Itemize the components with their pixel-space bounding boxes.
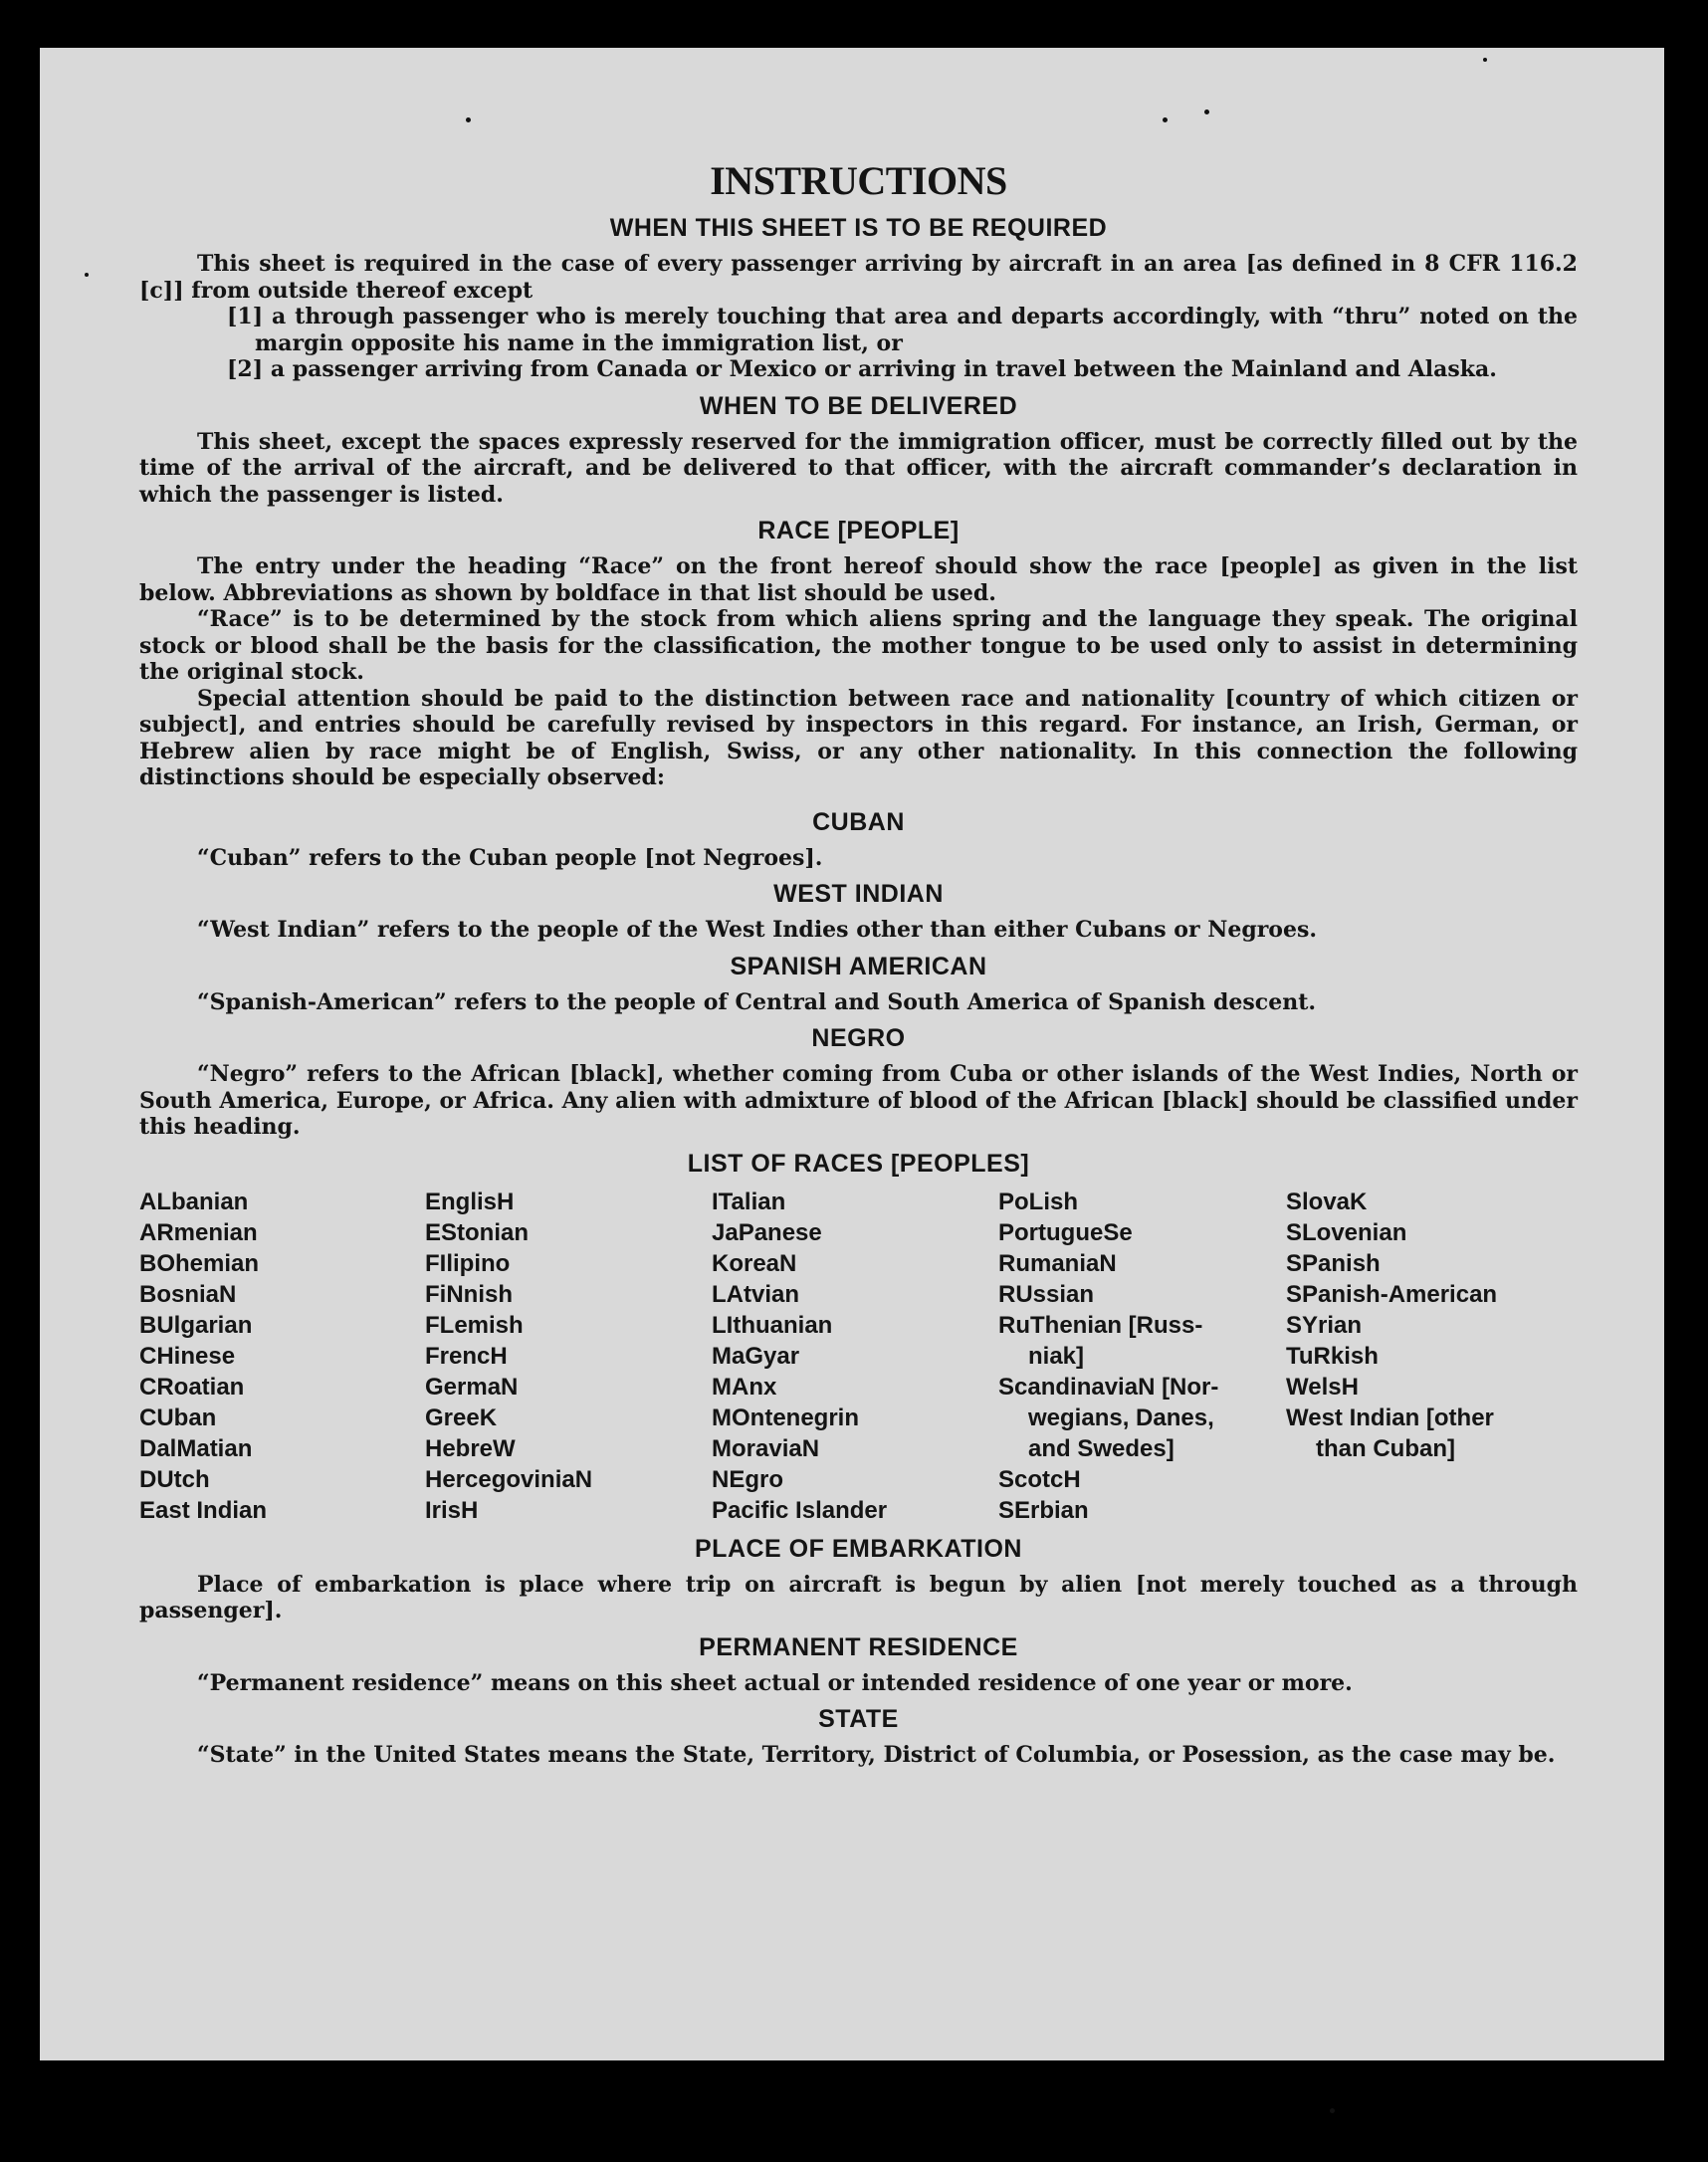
races-column-1 xyxy=(139,1187,425,1526)
race-item: FIlipino xyxy=(425,1249,511,1277)
race-item: SPanish-American xyxy=(1286,1280,1498,1308)
when-required-item-2 xyxy=(139,356,1578,383)
race-item: ScandinaviaN [Nor- xyxy=(998,1373,1219,1401)
races-list xyxy=(139,1187,1578,1526)
scan-speck xyxy=(85,273,89,277)
race-item: ARmenian xyxy=(139,1218,258,1246)
heading-embarkation: PLACE OF EMBARKATION xyxy=(695,1534,1022,1563)
race-item: GermaN xyxy=(425,1373,519,1401)
race-item: MAnx xyxy=(712,1373,777,1401)
heading-cuban: CUBAN xyxy=(812,807,905,836)
race-item-continued: and Swedes] xyxy=(1028,1434,1174,1462)
races-column-5 xyxy=(1286,1187,1575,1526)
race-item-continued: wegians, Danes, xyxy=(1028,1404,1214,1431)
race-item: DalMatian xyxy=(139,1434,253,1462)
race-item: ALbanian xyxy=(139,1188,249,1215)
race-item: GreeK xyxy=(425,1404,498,1431)
race-paragraph-1: The entry under the heading “Race” on the front hereof should show the race [people] as given in the list below. Abbreviations as shown by boldface in that list should be used. xyxy=(139,553,1578,606)
race-item: FLemish xyxy=(425,1311,524,1339)
embarkation-text: Place of embarkation is place where trip on aircraft is begun by alien [not merely touched as a through passenger]. xyxy=(139,1571,1578,1623)
race-item: TuRkish xyxy=(1286,1342,1379,1370)
race-item: BUlgarian xyxy=(139,1311,253,1339)
scan-speck xyxy=(466,117,471,122)
item-2-number: [2] xyxy=(227,356,264,382)
race-item: NEgro xyxy=(712,1465,783,1493)
race-item: RUssian xyxy=(998,1280,1095,1308)
race-item: DUtch xyxy=(139,1465,210,1493)
race-item: PortugueSe xyxy=(998,1218,1133,1246)
heading-races-list: LIST OF RACES [PEOPLES] xyxy=(687,1149,1030,1178)
race-item: IrisH xyxy=(425,1496,479,1524)
race-item: BOhemian xyxy=(139,1249,260,1277)
item-2-text: a passenger arriving from Canada or Mexico or arriving in travel between the Mainland and Alaska. xyxy=(270,356,1497,382)
heading-when-required: WHEN THIS SHEET IS TO BE REQUIRED xyxy=(609,214,1108,242)
race-item: SErbian xyxy=(998,1496,1089,1524)
race-item: LIthuanian xyxy=(712,1311,833,1339)
scan-speck xyxy=(1483,58,1487,62)
race-item: EnglisH xyxy=(425,1188,515,1215)
cuban-text: “Cuban” refers to the Cuban people [not Negroes]. xyxy=(197,844,823,871)
item-1-number: [1] xyxy=(227,304,264,329)
races-column-3 xyxy=(712,1187,998,1526)
race-item: MOntenegrin xyxy=(712,1404,859,1431)
heading-race: RACE [PEOPLE] xyxy=(757,517,960,544)
race-item: PoLish xyxy=(998,1188,1079,1215)
when-required-item-1 xyxy=(139,304,1578,356)
race-paragraph-3: Special attention should be paid to the distinction between race and nationality [country of which citizen or subject], and entries should be carefully revised by inspectors in this regard. For instance, an Irish, German, or Hebrew alien by race might be of English, Swiss, or any other nationality. In this connection the following distinctions should be especially observed: xyxy=(139,685,1578,790)
race-item: LAtvian xyxy=(712,1280,800,1308)
race-item: CUban xyxy=(139,1404,217,1431)
race-item: West Indian [other xyxy=(1286,1404,1494,1431)
heading-permanent-residence: PERMANENT RESIDENCE xyxy=(699,1632,1018,1661)
race-item: SYrian xyxy=(1286,1311,1363,1339)
race-item: KoreaN xyxy=(712,1249,797,1277)
race-item: CHinese xyxy=(139,1342,236,1370)
races-column-4 xyxy=(998,1187,1286,1526)
race-item: HebreW xyxy=(425,1434,516,1462)
race-item: ScotcH xyxy=(998,1465,1081,1493)
heading-when-delivered: WHEN TO BE DELIVERED xyxy=(699,391,1018,420)
negro-text: “Negro” refers to the African [black], whether coming from Cuba or other islands of the West Indies, North or South America, Europe, or Africa. Any alien with admixture of blood of the African [black] should be classified under this heading. xyxy=(139,1061,1578,1140)
heading-west-indian: WEST INDIAN xyxy=(773,880,944,908)
race-item: East Indian xyxy=(139,1496,268,1524)
race-item-continued: than Cuban] xyxy=(1316,1434,1455,1462)
race-item: CRoatian xyxy=(139,1373,245,1401)
race-paragraph-2: “Race” is to be determined by the stock from which aliens spring and the language they speak. The original stock or blood shall be the basis for the classification, the mother tongue to be used only to assist in determining the original stock. xyxy=(139,606,1578,685)
race-item: WelsH xyxy=(1286,1373,1359,1401)
race-item: JaPanese xyxy=(712,1218,822,1246)
race-item: FrencH xyxy=(425,1342,508,1370)
race-item: SlovaK xyxy=(1286,1188,1368,1215)
race-item: FiNnish xyxy=(425,1280,513,1308)
race-item: HercegoviniaN xyxy=(425,1465,593,1493)
item-1-text: a through passenger who is merely touching that area and departs accordingly, with “thru” noted on the margin opposite his name in the immigration list, or xyxy=(255,304,1578,356)
document-page xyxy=(40,48,1664,2060)
scan-speck xyxy=(1163,117,1168,122)
heading-state: STATE xyxy=(818,1705,899,1733)
race-item: MaGyar xyxy=(712,1342,800,1370)
race-item: BosniaN xyxy=(139,1280,237,1308)
scan-speck xyxy=(1330,2108,1335,2113)
instructions-content xyxy=(139,157,1578,1769)
race-item: EStonian xyxy=(425,1218,530,1246)
races-column-2 xyxy=(425,1187,712,1526)
spanish-american-text: “Spanish-American” refers to the people of Central and South America of Spanish descent. xyxy=(197,988,1317,1015)
permanent-residence-text: “Permanent residence” means on this sheet actual or intended residence of one year or more. xyxy=(197,1669,1353,1696)
state-text: “State” in the United States means the State, Territory, District of Columbia, or Posession, as the case may be. xyxy=(197,1742,1556,1768)
race-item-continued: niak] xyxy=(1028,1342,1085,1370)
race-item: Pacific Islander xyxy=(712,1496,888,1524)
west-indian-text: “West Indian” refers to the people of the West Indies other than either Cubans or Negroes. xyxy=(197,917,1318,943)
heading-spanish-american: SPANISH AMERICAN xyxy=(730,952,987,980)
when-required-intro: This sheet is required in the case of every passenger arriving by aircraft in an area [as defined in 8 CFR 116.2 [c]] from outside thereof except xyxy=(139,251,1578,304)
heading-negro: NEGRO xyxy=(811,1024,906,1052)
race-item: SLovenian xyxy=(1286,1218,1407,1246)
race-item: SPanish xyxy=(1286,1249,1381,1277)
scan-speck xyxy=(1204,109,1209,114)
race-item: RuThenian [Russ- xyxy=(998,1311,1203,1339)
page-title: INSTRUCTIONS xyxy=(710,158,1007,203)
race-item: RumaniaN xyxy=(998,1249,1117,1277)
race-item: ITalian xyxy=(712,1188,786,1215)
race-item: MoraviaN xyxy=(712,1434,820,1462)
when-delivered-text: This sheet, except the spaces expressly reserved for the immigration officer, must be correctly filled out by the time of the arrival of the aircraft, and be delivered to that officer, with the aircraft commander’s declaration in which the passenger is listed. xyxy=(139,428,1578,508)
